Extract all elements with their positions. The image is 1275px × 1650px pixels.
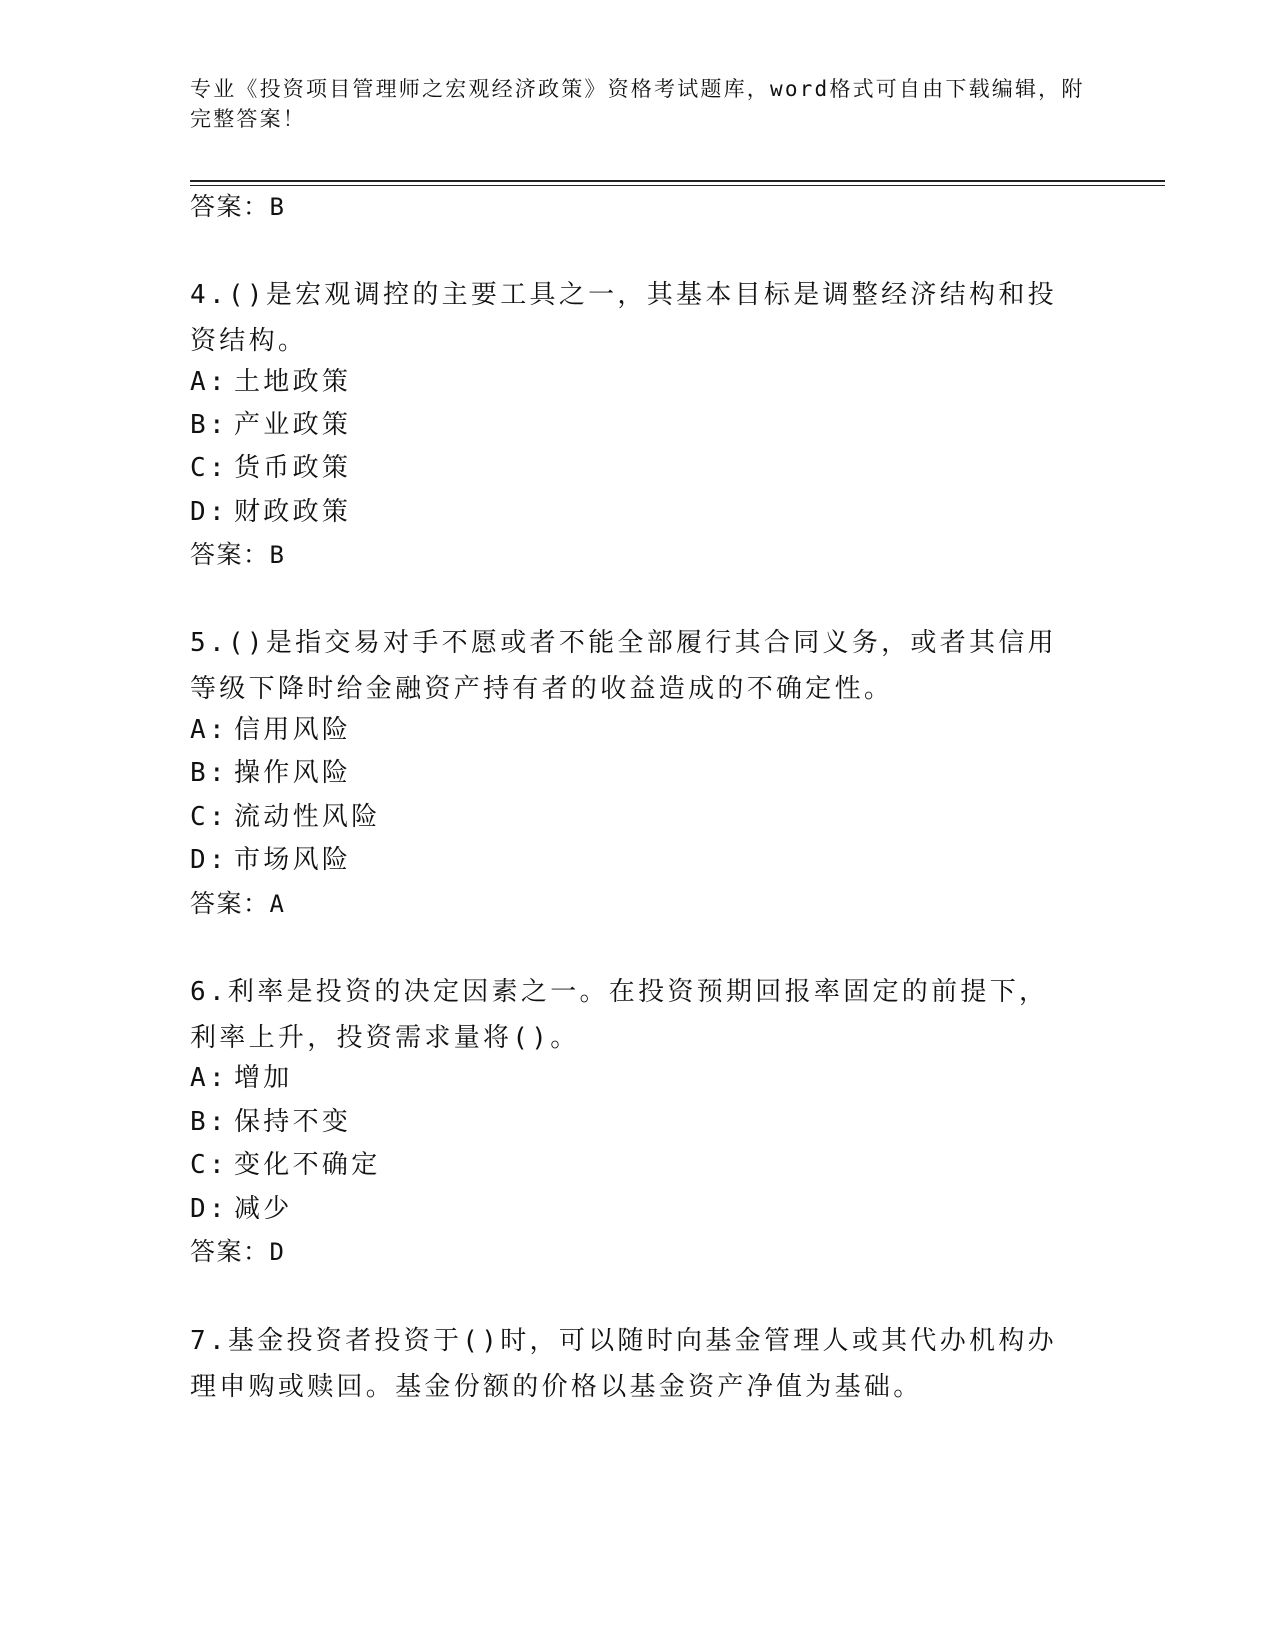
option-text: 流动性风险 bbox=[234, 802, 381, 832]
option-text: 市场风险 bbox=[234, 845, 352, 875]
option-letter: D: bbox=[190, 1194, 228, 1224]
question-4-option-c bbox=[190, 451, 351, 485]
question-6-option-b bbox=[190, 1105, 351, 1139]
question-6-option-a bbox=[190, 1061, 293, 1095]
answer-line-q4 bbox=[190, 538, 285, 572]
option-text: 变化不确定 bbox=[234, 1150, 381, 1180]
option-text: 操作风险 bbox=[234, 758, 352, 788]
answer-line-q6 bbox=[190, 1235, 285, 1269]
option-text: 保持不变 bbox=[234, 1107, 352, 1137]
answer-label: 答案： bbox=[190, 889, 270, 918]
option-letter: A: bbox=[190, 367, 228, 397]
option-text: 增加 bbox=[234, 1063, 293, 1093]
option-text: 减少 bbox=[234, 1194, 293, 1224]
option-letter: B: bbox=[190, 758, 228, 788]
option-letter: A: bbox=[190, 1063, 228, 1093]
option-letter: A: bbox=[190, 715, 228, 745]
header-divider-thick bbox=[190, 180, 1165, 182]
question-4-option-b bbox=[190, 408, 351, 442]
option-letter: C: bbox=[190, 1150, 228, 1180]
question-6-option-c bbox=[190, 1148, 381, 1182]
question-5-option-b bbox=[190, 756, 351, 790]
option-letter: C: bbox=[190, 802, 228, 832]
option-letter: B: bbox=[190, 1107, 228, 1137]
option-letter: C: bbox=[190, 453, 228, 483]
question-5-option-a bbox=[190, 713, 351, 747]
answer-value: B bbox=[269, 541, 286, 569]
answer-line-q3 bbox=[190, 190, 285, 224]
answer-line-q5 bbox=[190, 887, 285, 921]
answer-value: D bbox=[269, 1238, 286, 1266]
option-letter: D: bbox=[190, 845, 228, 875]
header-divider-thin bbox=[190, 185, 1165, 186]
question-5-option-d bbox=[190, 843, 351, 877]
option-text: 土地政策 bbox=[234, 367, 352, 397]
question-4-stem: 4.()是宏观调控的主要工具之一，其基本目标是调整经济结构和投资结构。 bbox=[190, 280, 1057, 356]
answer-value: B bbox=[269, 193, 286, 221]
option-text: 信用风险 bbox=[234, 715, 352, 745]
answer-label: 答案： bbox=[190, 192, 270, 221]
question-5-stem: 5.()是指交易对手不愿或者不能全部履行其合同义务，或者其信用等级下降时给金融资产持有者的收益造成的不确定性。 bbox=[190, 628, 1057, 704]
option-letter: D: bbox=[190, 497, 228, 527]
answer-label: 答案： bbox=[190, 1237, 270, 1266]
question-6-stem: 6.利率是投资的决定因素之一。在投资预期回报率固定的前提下，利率上升，投资需求量将()。 bbox=[190, 977, 1049, 1053]
option-text: 产业政策 bbox=[234, 410, 352, 440]
question-4-option-a bbox=[190, 365, 351, 399]
question-4-option-d bbox=[190, 495, 351, 529]
option-text: 货币政策 bbox=[234, 453, 352, 483]
option-text: 财政政策 bbox=[234, 497, 352, 527]
question-6-option-d bbox=[190, 1192, 293, 1226]
question-5-option-c bbox=[190, 800, 381, 834]
option-letter: B: bbox=[190, 410, 228, 440]
document-header: 专业《投资项目管理师之宏观经济政策》资格考试题库，word格式可自由下载编辑，附完整答案！ bbox=[190, 77, 1085, 131]
answer-label: 答案： bbox=[190, 540, 270, 569]
question-7-stem: 7.基金投资者投资于()时，可以随时向基金管理人或其代办机构办理申购或赎回。基金份额的价格以基金资产净值为基础。 bbox=[190, 1326, 1057, 1402]
answer-value: A bbox=[269, 890, 286, 918]
